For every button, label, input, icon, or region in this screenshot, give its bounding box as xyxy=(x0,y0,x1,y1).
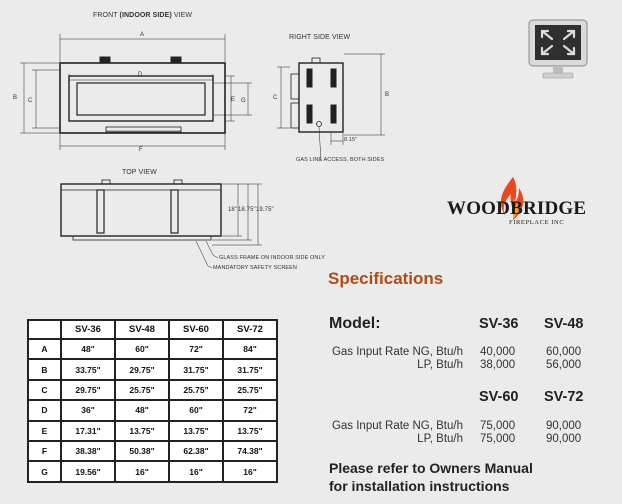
lp-sv36: 38,000 xyxy=(480,359,516,371)
model-label: Model: xyxy=(329,315,381,332)
right-side-view-drawing xyxy=(291,58,343,132)
table-header-sv60: SV-60 xyxy=(169,320,223,339)
front-view-title xyxy=(93,12,192,19)
table-row xyxy=(28,400,277,420)
top-view-drawing xyxy=(61,180,221,240)
table-row xyxy=(28,359,277,379)
table-cell: 62.38" xyxy=(169,441,223,461)
model-sv36: SV-36 xyxy=(479,316,519,332)
table-cell: 48" xyxy=(61,339,115,359)
dim-a-label: A xyxy=(140,32,145,38)
table-cell: 19.56" xyxy=(61,461,115,481)
specifications-title: Specifications xyxy=(328,269,444,288)
gas-line-note: GAS LINE ACCESS, BOTH SIDES xyxy=(296,157,385,163)
lp-label: LP, Btu/h xyxy=(417,359,463,371)
lp-label-2: LP, Btu/h xyxy=(417,433,463,445)
table-cell: 72" xyxy=(223,400,277,420)
dimensions-table xyxy=(27,319,278,483)
dim-e-label: E xyxy=(231,97,236,103)
table-row xyxy=(28,380,277,400)
table-corner-cell xyxy=(28,320,61,339)
table-cell: 25.75" xyxy=(223,380,277,400)
table-cell: 72" xyxy=(169,339,223,359)
table-cell: 17.31" xyxy=(61,421,115,441)
row-label: A xyxy=(28,339,61,359)
glass-frame-note: GLASS FRAME ON INDOOR SIDE ONLY xyxy=(219,255,325,261)
model-sv72: SV-72 xyxy=(544,389,584,405)
table-header-sv36: SV-36 xyxy=(61,320,115,339)
manual-note-line2: for installation instructions xyxy=(329,478,510,494)
top-view-title: TOP VIEW xyxy=(122,169,157,176)
table-cell: 36" xyxy=(61,400,115,420)
ng-sv48: 60,000 xyxy=(546,346,582,358)
ng-sv36: 40,000 xyxy=(480,346,516,358)
table-cell: 31.75" xyxy=(223,359,277,379)
row-label: C xyxy=(28,380,61,400)
table-cell: 33.75" xyxy=(61,359,115,379)
table-cell: 13.75" xyxy=(169,421,223,441)
table-cell: 60" xyxy=(115,339,169,359)
gas-ng-label: Gas Input Rate NG, Btu/h xyxy=(331,346,463,358)
safety-screen-note: MANDATORY SAFETY SCREEN xyxy=(213,265,298,271)
row-label: E xyxy=(28,421,61,441)
row-label: F xyxy=(28,441,61,461)
dim-g-label: G xyxy=(241,98,246,104)
front-view-drawing xyxy=(60,57,225,133)
table-cell: 25.75" xyxy=(169,380,223,400)
row-label: D xyxy=(28,400,61,420)
woodbridge-logo xyxy=(447,176,597,236)
table-cell: 60" xyxy=(169,400,223,420)
table-cell: 84" xyxy=(223,339,277,359)
table-cell: 29.75" xyxy=(115,359,169,379)
table-cell: 50.38" xyxy=(115,441,169,461)
lp-sv72: 90,000 xyxy=(546,433,582,445)
right-side-view-title: RIGHT SIDE VIEW xyxy=(289,34,351,41)
manual-note-line1: Please refer to Owners Manual xyxy=(329,460,533,476)
dim-d-label: D xyxy=(138,72,143,78)
table-cell: 25.75" xyxy=(115,380,169,400)
row-label: G xyxy=(28,461,61,481)
lp-sv60: 75,000 xyxy=(480,433,516,445)
front-title-bold: (INDOOR SIDE) xyxy=(119,12,172,19)
table-cell: 74.38" xyxy=(223,441,277,461)
table-cell: 29.75" xyxy=(61,380,115,400)
table-row xyxy=(28,421,277,441)
dim-b-label: B xyxy=(13,95,18,101)
right-dim-b-label: B xyxy=(385,92,390,98)
table-cell: 16" xyxy=(169,461,223,481)
table-row xyxy=(28,339,277,359)
table-header-row xyxy=(28,320,277,339)
logo-name: WOODBRIDGE xyxy=(447,198,587,219)
gas-spacing-label: 8.15" xyxy=(344,137,358,143)
table-cell: 31.75" xyxy=(169,359,223,379)
table-row xyxy=(28,461,277,481)
table-row xyxy=(28,441,277,461)
fullscreen-monitor-icon[interactable] xyxy=(526,18,592,82)
front-title-prefix: FRONT xyxy=(93,12,118,19)
gas-ng-label-2: Gas Input Rate NG, Btu/h xyxy=(331,420,463,432)
table-cell: 16" xyxy=(223,461,277,481)
table-header-sv72: SV-72 xyxy=(223,320,277,339)
model-sv48: SV-48 xyxy=(544,316,584,332)
top-dim-1: 18" xyxy=(228,207,238,213)
model-sv60: SV-60 xyxy=(479,389,519,405)
table-cell: 38.38" xyxy=(61,441,115,461)
dim-f-label: F xyxy=(139,147,143,153)
front-title-suffix: VIEW xyxy=(173,12,193,19)
top-dim-3: 19.75" xyxy=(256,207,274,213)
table-cell: 48" xyxy=(115,400,169,420)
table-header-sv48: SV-48 xyxy=(115,320,169,339)
right-dim-c-label: C xyxy=(273,95,278,101)
lp-sv48: 56,000 xyxy=(546,359,582,371)
ng-sv60: 75,000 xyxy=(480,420,516,432)
top-dim-2: 18.75" xyxy=(238,207,256,213)
table-cell: 13.75" xyxy=(223,421,277,441)
row-label: B xyxy=(28,359,61,379)
dim-c-label: C xyxy=(28,98,33,104)
logo-subtitle: FIREPLACE INC xyxy=(509,219,565,226)
table-cell: 16" xyxy=(115,461,169,481)
table-cell: 13.75" xyxy=(115,421,169,441)
ng-sv72: 90,000 xyxy=(546,420,582,432)
